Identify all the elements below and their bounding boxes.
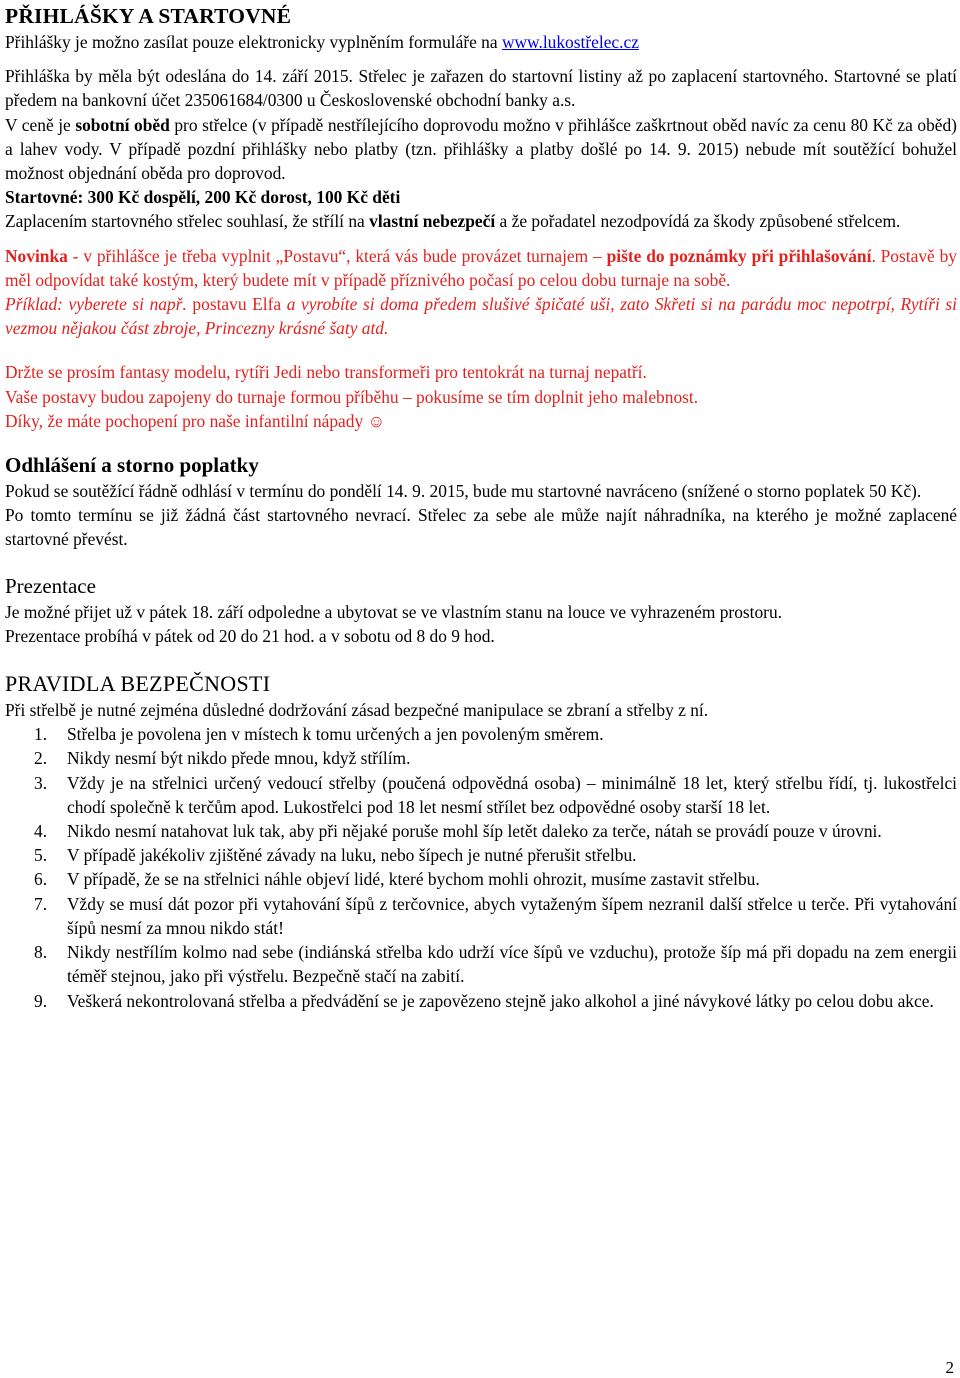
list-item: 7. Vždy se musí dát pozor při vytahování šípů z terčovnice, abych vytaženým šípem nezranil další střelce u terče. Při vytahování šípů nesmí za mnou nikdo stát! [34, 893, 957, 938]
document-page [5, 2, 957, 1013]
section-title-cancellation: Odhlášení a storno poplatky [5, 453, 259, 478]
list-item: 1. Střelba je povolena jen v místech k tomu určených a jen povoleným směrem. [34, 724, 604, 745]
example-paragraph: Příklad: vyberete si např. postavu Elfa a vyrobíte si doma předem slušivé špičaté uši, zato Skřeti si na parádu moc nepotrpí, Rytíři si vezmou nějakou část zbroje, Princezny krásné šaty atd. [5, 294, 958, 339]
safety-intro: Při střelbě je nutné zejména důsledné dodržování zásad bezpečné manipulace se zbraní a střelby z ní. [5, 700, 709, 721]
list-item: 9. Veškerá nekontrolovaná střelba a předvádění se je zapovězeno stejně jako alkohol a jiné návykové látky po celou dobu akce. [34, 990, 934, 1011]
list-item: 6. V případě, že se na střelnici náhle objeví lidé, které bychom mohli ohrozit, musíme zastavit střelbu. [34, 869, 760, 890]
page-number: 2 [945, 1358, 954, 1377]
list-item: 4. Nikdo nesmí natahovat luk tak, aby při nějaké poruše mohl šíp letět daleko za terče, nátah se provádí pouze v úrovni. [34, 821, 882, 842]
section-title-presentation: Prezentace [5, 573, 96, 598]
list-item: 8. Nikdy nestřílím kolmo nad sebe (indiánská střelba kdo udrží více šípů ve vzduchu), protože šíp má při dopadu na zem energii téměř stejnou, jako při výstřelu. Bezpečně stačí na zabití. [34, 942, 957, 987]
novinka-paragraph: Novinka - v přihlášce je třeba vyplnit „Postavu“, která vás bude provázet turnajem – pište do poznámky při přihlašování. Postavě by měl odpovídat také kostým, který budete mít v případě příznivého počasí po celou dobu turnaje na sobě. [5, 245, 957, 290]
cancellation-para-2: Po tomto termínu se již žádná část startovného nevrací. Střelec za sebe ale může najít náhradníka, na kterého je možné zaplacené startovné převést. [5, 505, 957, 550]
lunch-info: V ceně je sobotní oběd pro střelce (v případě nestřílejícího doprovodu možno v přihlášce zaškrtnout oběd navíc za cenu 80 Kč za oběd) a lahev vody. V případě pozdní přihlášky nebo platby (tzn. přihlášky a platby došlé po 14. 9. 2015) nebude mít soutěžící bohužel možnost objednání oběda pro doprovod. [5, 114, 957, 184]
registration-deadline: Přihláška by měla být odeslána do 14. září 2015. Střelec je zařazen do startovní listiny až po zaplacení startovného. Startovné se platí předem na bankovní účet 235061684/0300 u Československé obchodní banky a.s. [5, 66, 957, 111]
story-note: Vaše postavy budou zapojeny do turnaje formou příběhu – pokusíme se tím doplnit jeho malebnost. [5, 386, 699, 407]
list-item: 2. Nikdy nesmí být nikdo přede mnou, když střílím. [34, 748, 411, 769]
presentation-line-2: Prezentace probíhá v pátek od 20 do 21 hod. a v sobotu od 8 do 9 hod. [5, 625, 495, 646]
cancellation-para-1: Pokud se soutěžící řádně odhlásí v termínu do pondělí 14. 9. 2015, bude mu startovné navráceno (snížené o storno poplatek 50 Kč). [5, 481, 922, 502]
section-title-safety: PRAVIDLA BEZPEČNOSTI [5, 671, 271, 697]
thanks-note: Díky, že máte pochopení pro naše infantilní nápady ☺ [5, 410, 386, 431]
list-item: 3. Vždy je na střelnici určený vedoucí střelby (poučená odpovědná osoba) – minimálně 18 let, který střelbu řídí, tj. lukostřelci chodí společně k terčům apod. Lukostřelci pod 18 let nesmí střílet bez odpovědné osoby starší 18 let. [34, 772, 957, 817]
fee-info: Startovné: 300 Kč dospělí, 200 Kč dorost, 100 Kč děti [5, 187, 401, 208]
risk-info: Zaplacením startovného střelec souhlasí, že střílí na vlastní nebezpečí a že pořadatel nezodpovídá za škody způsobené střelcem. [5, 211, 901, 232]
safety-rules-list [5, 722, 957, 1012]
section-title-registration: PŘIHLÁŠKY A STARTOVNÉ [5, 4, 292, 28]
presentation-line-1: Je možné přijet už v pátek 18. září odpoledne a ubytovat se ve vlastním stanu na louce ve vyhrazeném prostoru. [5, 601, 783, 622]
registration-link[interactable]: www.lukostřelec.cz [501, 32, 639, 52]
registration-intro: Přihlášky je možno zasílat pouze elektronicky vyplněním formuláře na www.lukostřelec.cz [5, 32, 639, 52]
list-item: 5. V případě jakékoliv zjištěné závady na luku, nebo šípech je nutné přerušit střelbu. [34, 845, 637, 866]
fantasy-note: Držte se prosím fantasy modelu, rytíři Jedi nebo transformeři pro tentokrát na turnaj nepatří. [5, 362, 647, 383]
